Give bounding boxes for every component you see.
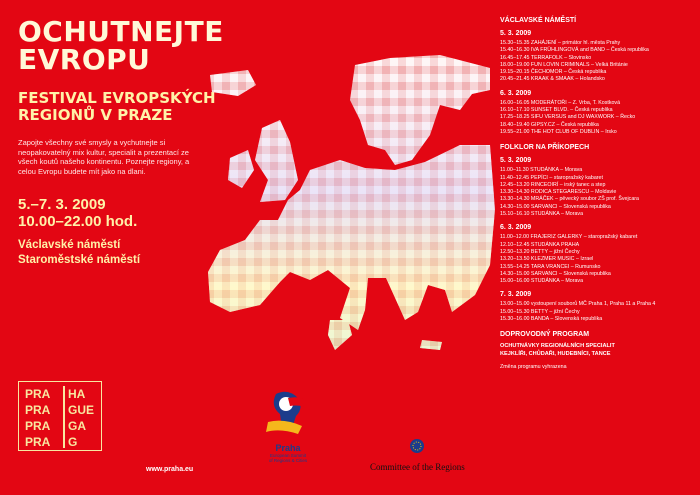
praha-logo-right: HA GUE GA G [68,387,95,449]
schedule-item: 18.00–19.00 FUN LOVIN CRIMINALS – Velká Británie [500,61,628,68]
festival-subtitle [18,90,216,124]
schedule-item: 16.00–16.05 MODERÁTOŘI – Z. Vrba, T. Kostková [500,99,621,106]
subtitle-line-1: FESTIVAL EVROPSKÝCH [18,89,216,107]
schedule-column [500,17,696,371]
program-line: OCHUTNÁVKY REGIONÁLNÍCH SPECIALIT [500,343,615,350]
date-heading: 5. 3. 2009 [500,30,532,37]
venue-old-town: Staroměstské náměstí [18,254,141,266]
schedule-item: 11.00–12.00 FRAJERIZ GALERKY – staropražský kabaret [500,234,638,241]
festival-dates [18,196,137,230]
section-folklore-heading: FOLKLOR NA PŘÍKOPECH [500,144,590,152]
schedule-item: 15.40–16.30 IVA FRÜHLINGOVÁ and BAND – Česká republika [500,47,649,54]
schedule-item: 13.20–13.50 KLEZMER MUSIC – Izrael [500,256,594,263]
schedule-item: 14.30–15.00 SARVANCI – Slovenská republika [500,270,611,277]
section-wenceslas-heading: VÁCLAVSKÉ NÁMĚSTÍ [500,17,577,24]
schedule-item: 13.30–14.30 RODICA STEGARESCU – Moldavie [500,189,617,196]
schedule-item: 16.10–17.10 SUNSET BLVD. – Česká republika [500,107,613,114]
title-line-1: OCHUTNEJTE [18,15,224,48]
schedule-item: 13.55–14.25 TARA VRANCEI – Rumunsko [500,263,601,270]
venue-wenceslas: Václavské náměstí [18,239,121,251]
schedule-item: 11.40–12.45 PEPÍCI – staropražský kabaret [500,174,603,181]
schedule-item: 15.00–15.30 BETTY – jižní Čechy [500,308,580,315]
praha-logo-left: PRA PRA PRA PRA [25,387,51,449]
committee-name: Committee of the Regions [370,462,465,472]
schedule-item: 15.30–15.35 ZAHÁJENÍ – primátor hl. města Prahy [500,40,621,46]
program-line: KEJKLÍŘI, CHŮDAŘI, HUDEBNÍCI, TANCE [500,351,611,358]
date-heading: 6. 3. 2009 [500,89,532,97]
summit-line-1: European Summit [269,453,307,458]
schedule-item: 20.45–21.45 KRAAK & SMAAK – Holandsko [500,76,605,83]
schedule-item: 17.25–18.25 SIFU VERSUS and DJ WAXWORK – Řecko [500,114,636,121]
praha-logo [18,381,102,451]
program-change-note: Změna programu vyhrazena [500,363,567,370]
summit-line-2: of Regions & Cities [268,458,308,463]
date-heading: 5. 3. 2009 [500,157,532,165]
schedule-item: 13.30–14.30 MRÁČEK – pěvecký soubor ZŠ prof. Švejcara [500,196,639,203]
schedule-item: 13.00–15.00 vystoupení souborů MČ Praha 1, Praha 11 a Praha 4 [500,301,656,308]
schedule-item: 11.00–11.30 STUDÁNKA – Morava [500,167,583,174]
website-link[interactable]: www.praha.eu [146,466,194,473]
summit-logo [258,388,318,463]
schedule-item: 19.55–21.00 THE HOT CLUB OF DUBLIN – Irsko [500,128,617,135]
summit-name: Praha [275,443,301,453]
date-heading: 6. 3. 2009 [500,224,532,232]
title-line-2: EVROPU [18,43,151,76]
europe-map [190,50,500,368]
subtitle-line-2: REGIONŮ V PRAZE [18,106,173,124]
intro-text: Zapojte všechny své smysly a vychutnejte si neopakovatelný mix kultur, specialit a prezentací ze všech koutů našeho kontinentu. Poznejte regiony, a celou Evropu budete mít jako na dlani. [18,138,190,176]
schedule-item: 18.40–19.40 GIPSY.CZ – Česká republika [500,121,599,128]
schedule-item: 16.45–17.45 TERRAFOLK – Slovinsko [500,54,592,61]
schedule-item: 12.50–13.20 BETTY – jižní Čechy [500,248,580,255]
committee-emblem-icon [404,437,430,455]
date-heading: 7. 3. 2009 [500,291,532,299]
section-program-heading: DOPROVODNÝ PROGRAM [500,331,590,339]
opening-hours: 10.00–22.00 hod. [18,213,138,230]
date-range: 5.–7. 3. 2009 [18,196,106,213]
schedule-item: 12.45–13.20 RINCEOIRÍ – irský tanec a step [500,181,606,188]
schedule-item: 15.10–16.10 STUDÁNKA – Morava [500,211,584,218]
venue-list [18,238,140,268]
committee-logo [370,437,465,472]
schedule-item: 19.15–20.15 ČECHOMOR – Česká republika [500,69,607,76]
schedule-item: 12.10–12.45 STUDÁNKA PRAHA [500,241,580,248]
schedule-item: 15.30–16.00 BANDA – Slovenská republika [500,316,603,323]
summit-emblem-icon [258,388,318,438]
schedule-item: 15.00–16.00 STUDÁNKA – Morava [500,278,584,285]
schedule-item: 14.30–15.00 SARVANCI – Slovenská republika [500,203,611,210]
logo-divider [63,386,65,448]
